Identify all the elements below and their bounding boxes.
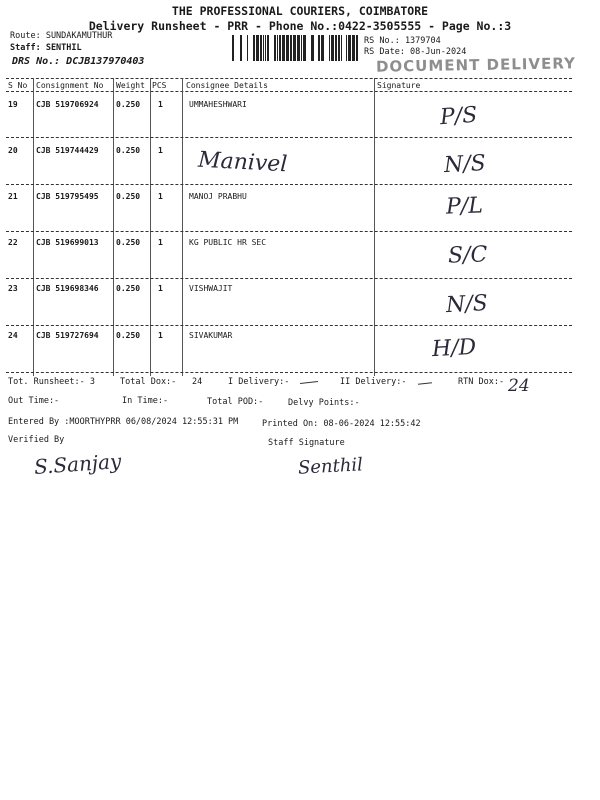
barcode-bar (301, 35, 302, 61)
verified-by-label: Verified By (8, 435, 65, 445)
barcode-bar (277, 35, 278, 61)
verifier-signature: S.Sanjay (33, 448, 123, 480)
col-divider (33, 78, 34, 376)
rtn-dox-label: RTN Dox:- (458, 377, 505, 387)
row-sno: 19 (8, 100, 18, 109)
barcode-bar (321, 35, 324, 61)
row-rule (6, 184, 572, 185)
row-sno: 20 (8, 146, 18, 155)
col-divider (150, 78, 151, 376)
row-consignee: UMMAHESHWARI (189, 100, 247, 109)
col-pcs: PCS (152, 81, 167, 90)
row-rule (6, 325, 572, 326)
barcode-bar (331, 35, 334, 61)
row-consignment: CJB 519795495 (36, 192, 99, 201)
rtn-dox-value: 24 (508, 376, 530, 396)
row-consignment: CJB 519699013 (36, 238, 99, 247)
row-pcs: 1 (158, 284, 163, 293)
printed-on: Printed On: 08-06-2024 12:55:42 (262, 419, 421, 429)
ii-delivery-dash (418, 382, 432, 384)
row-pcs: 1 (158, 100, 163, 109)
barcode-bar (256, 35, 259, 61)
barcode-bar (329, 35, 330, 61)
barcode (232, 35, 360, 61)
row-pcs: 1 (158, 192, 163, 201)
barcode-bar (286, 35, 289, 61)
row-consignee: MANOJ PRABHU (189, 192, 247, 201)
barcode-bar (338, 35, 340, 61)
row-sno: 24 (8, 331, 18, 340)
entered-by: Entered By :MOORTHYPRR 06/08/2024 12:55:31 PM (8, 417, 239, 427)
row-weight: 0.250 (116, 331, 141, 340)
row-pcs: 1 (158, 146, 163, 155)
rs-date: RS Date: 08-Jun-2024 (364, 47, 467, 57)
row-consignment: CJB 519706924 (36, 100, 99, 109)
table-header-rule (6, 91, 572, 92)
row-weight: 0.250 (116, 284, 141, 293)
row-weight: 0.250 (116, 192, 141, 201)
route-label: Route: SUNDAKAMUTHUR (10, 31, 113, 41)
barcode-bar (247, 35, 248, 61)
barcode-bar (282, 35, 285, 61)
barcode-bar (352, 35, 355, 61)
row-consignment: CJB 519698346 (36, 284, 99, 293)
barcode-graphic (232, 35, 360, 61)
row-sno: 21 (8, 192, 18, 201)
barcode-bar (253, 35, 255, 61)
barcode-bar (293, 35, 296, 61)
barcode-bar (267, 35, 269, 61)
delvy-points-label: Delvy Points:- (288, 398, 360, 408)
barcode-bar (318, 35, 320, 61)
document-delivery-stamp: DOCUMENT DELIVERY (375, 54, 577, 76)
barcode-bar (265, 35, 266, 61)
barcode-bar (311, 35, 314, 61)
row-consignment: CJB 519744429 (36, 146, 99, 155)
row-pcs: 1 (158, 238, 163, 247)
barcode-bar (297, 35, 300, 61)
barcode-bar (335, 35, 337, 61)
barcode-bar (274, 35, 276, 61)
row-rule (6, 137, 572, 138)
staff-label: Staff: SENTHIL (10, 43, 82, 53)
row-signature: P/L (445, 193, 484, 220)
row-rule (6, 278, 572, 279)
runsheet-heading: Delivery Runsheet - PRR - Phone No.:0422-3505555 - Page No.:3 (88, 19, 512, 33)
row-handwritten-consignee: Manivel (197, 147, 288, 178)
barcode-bar (341, 35, 342, 61)
ii-delivery-label: II Delivery:- (340, 377, 407, 387)
row-weight: 0.250 (116, 100, 141, 109)
barcode-bar (260, 35, 262, 61)
row-sno: 22 (8, 238, 18, 247)
col-divider (374, 78, 375, 376)
row-consignee: SIVAKUMAR (189, 331, 233, 340)
barcode-bar (232, 35, 234, 61)
staff-signature-handwritten: Senthil (297, 454, 364, 479)
row-weight: 0.250 (116, 146, 141, 155)
row-signature: N/S (445, 290, 489, 319)
barcode-bar (303, 35, 306, 61)
row-sno: 23 (8, 284, 18, 293)
barcode-bar (356, 35, 358, 61)
col-divider (113, 78, 114, 376)
col-sno: S No (8, 81, 28, 90)
barcode-bar (240, 35, 242, 61)
row-consignee: VISHWAJIT (189, 284, 233, 293)
barcode-bar (263, 35, 264, 61)
total-dox-value: 24 (192, 377, 203, 387)
out-time-label: Out Time:- (8, 396, 60, 406)
tot-runsheet: Tot. Runsheet:- 3 (8, 377, 95, 387)
table-top-rule (6, 78, 572, 79)
row-rule (6, 231, 572, 232)
barcode-bar (279, 35, 281, 61)
total-pod-label: Total POD:- (207, 397, 264, 407)
barcode-bar (290, 35, 292, 61)
row-consignment: CJB 519727694 (36, 331, 99, 340)
rs-number: RS No.: 1379704 (364, 36, 441, 46)
company-title: THE PROFESSIONAL COURIERS, COIMBATORE (171, 4, 429, 18)
col-divider (182, 78, 183, 376)
table-bottom-rule (6, 372, 572, 373)
total-dox-label: Total Dox:- (120, 377, 177, 387)
staff-signature-label: Staff Signature (268, 438, 345, 448)
row-signature: H/D (431, 334, 477, 363)
row-weight: 0.250 (116, 238, 141, 247)
row-pcs: 1 (158, 331, 163, 340)
row-signature: S/C (447, 242, 488, 269)
drs-number: DRS No.: DCJB137970403 (12, 56, 145, 67)
col-weight: Weight (116, 81, 145, 90)
barcode-bar (348, 35, 351, 61)
col-consignment: Consignment No (36, 81, 104, 90)
i-delivery-label: I Delivery:- (228, 377, 290, 387)
row-signature: N/S (443, 150, 487, 179)
row-consignee: KG PUBLIC HR SEC (189, 238, 267, 247)
barcode-bar (346, 35, 347, 61)
i-delivery-dash (300, 381, 318, 384)
row-signature: P/S (439, 102, 479, 131)
in-time-label: In Time:- (122, 396, 169, 406)
col-signature: Signature (377, 81, 421, 90)
col-consignee: Consignee Details (186, 81, 268, 90)
